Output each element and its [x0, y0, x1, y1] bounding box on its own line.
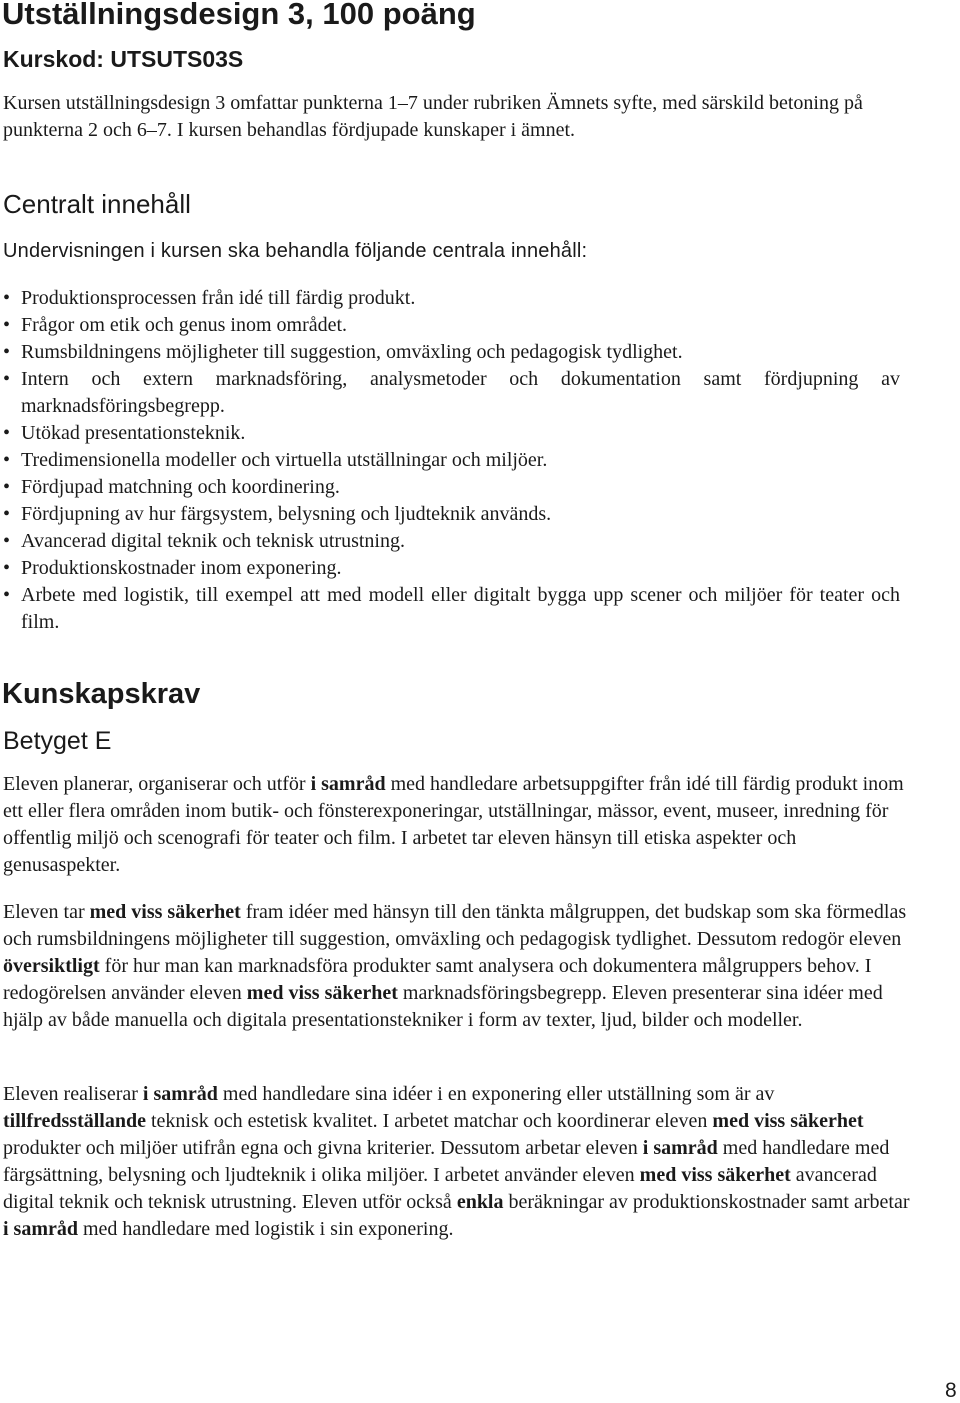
- emphasis-text: med viss säkerhet: [639, 1164, 791, 1186]
- list-item-text: Avancerad digital teknik och teknisk utrustning.: [21, 530, 405, 552]
- paragraph-text: med handledare sina idéer i en exponering eller utställning som är av: [217, 1083, 775, 1105]
- course-code: Kurskod: UTSUTS03S: [3, 46, 244, 72]
- paragraph-text: teknisk och estetisk kvalitet. I arbetet matchar och koordinerar eleven: [145, 1110, 713, 1132]
- requirement-paragraph: [3, 899, 918, 1034]
- central-content-lead: Undervisningen i kursen ska behandla följande centrala innehåll:: [3, 240, 588, 262]
- list-item: [0, 339, 900, 366]
- emphasis-text: översiktligt: [3, 955, 100, 977]
- paragraph-text: marknadsföringsbegrepp. Eleven presenterar sina idéer med hjälp av både manuella och digitala presentationstekniker i form av texter, ljud, bilder och modeller.: [3, 982, 883, 1031]
- paragraph-text: med handledare med färgsättning, belysning och ljudteknik i olika miljöer. I arbetet använder eleven: [3, 1137, 890, 1186]
- list-item-text: Arbete med logistik, till exempel att med modell eller digitalt bygga upp scener och miljöer för teater och film.: [21, 584, 900, 633]
- emphasis-text: med viss säkerhet: [89, 901, 241, 923]
- paragraph-text: fram idéer med hänsyn till den tänkta målgruppen, det budskap som ska förmedlas och rumsbildningens möjligheter till suggestion, omväxling och pedagogisk tydlighet. Dessutom redogör eleven: [3, 901, 907, 950]
- emphasis-text: i samråd: [3, 1218, 78, 1240]
- list-item-text: Produktionskostnader inom exponering.: [21, 557, 342, 579]
- emphasis-text: med viss säkerhet: [246, 982, 398, 1004]
- list-item-text: Produktionsprocessen från idé till färdig produkt.: [21, 287, 416, 309]
- paragraph-text: Eleven tar: [3, 901, 90, 923]
- grade-heading: Betyget E: [3, 727, 112, 755]
- course-intro: Kursen utställningsdesign 3 omfattar punkterna 1–7 under rubriken Ämnets syfte, med särskild betoning på punkterna 2 och 6–7. I kursen behandlas fördjupade kunskaper i ämnet.: [3, 92, 863, 141]
- emphasis-text: med viss säkerhet: [712, 1110, 864, 1132]
- requirement-paragraph: [3, 1081, 918, 1243]
- list-item: [0, 366, 900, 420]
- list-item-text: Rumsbildningens möjligheter till suggestion, omväxling och pedagogisk tydlighet.: [21, 341, 683, 363]
- knowledge-requirements-heading: Kunskapskrav: [2, 678, 201, 710]
- paragraph-text: med handledare med logistik i sin exponering.: [78, 1218, 454, 1240]
- list-item: [0, 501, 900, 528]
- list-item: [0, 420, 900, 447]
- list-item: [0, 285, 900, 312]
- paragraph-text: Eleven realiserar: [3, 1083, 143, 1105]
- emphasis-text: enkla: [456, 1191, 504, 1213]
- bullet-icon: •: [3, 287, 11, 309]
- page-number: 8: [945, 1379, 957, 1402]
- bullet-icon: •: [3, 584, 11, 606]
- emphasis-text: i samråd: [642, 1137, 718, 1159]
- paragraph-text: för hur man kan marknadsföra produkter samt analysera och dokumentera målgruppers behov. I redogörelsen använder eleven: [3, 955, 872, 1004]
- emphasis-text: tillfredsställande: [3, 1110, 146, 1132]
- list-item-text: Frågor om etik och genus inom området.: [21, 314, 348, 336]
- paragraph-text: produkter och miljöer utifrån egna och givna kriterier. Dessutom arbetar eleven: [3, 1137, 643, 1159]
- list-item: [0, 528, 900, 555]
- emphasis-text: i samråd: [142, 1083, 218, 1105]
- bullet-icon: •: [3, 314, 11, 336]
- bullet-icon: •: [3, 530, 11, 552]
- central-content-heading: Centralt innehåll: [3, 189, 191, 219]
- list-item-text: Tredimensionella modeller och virtuella utställningar och miljöer.: [21, 449, 548, 471]
- list-item-text: Fördjupning av hur färgsystem, belysning och ljudteknik används.: [21, 503, 552, 525]
- list-item-text: Utökad presentationsteknik.: [21, 422, 246, 444]
- list-item-text: Intern och extern marknadsföring, analysmetoder och dokumentation samt fördjupning av marknadsföringsbegrepp.: [21, 368, 900, 417]
- list-item: [0, 474, 900, 501]
- bullet-icon: •: [3, 476, 11, 498]
- bullet-icon: •: [3, 557, 11, 579]
- bullet-icon: •: [3, 368, 11, 390]
- bullet-icon: •: [3, 422, 11, 444]
- list-item: [0, 555, 900, 582]
- list-item: [0, 447, 900, 474]
- list-item-text: Fördjupad matchning och koordinering.: [21, 476, 340, 498]
- paragraph-text: Eleven planerar, organiserar och utför: [3, 773, 311, 795]
- paragraph-text: beräkningar av produktionskostnader samt arbetar: [503, 1191, 910, 1213]
- paragraph-text: med handledare arbetsuppgifter från idé till färdig produkt inom ett eller flera områden inom butik- och fönsterexponeringar, utställningar, mässor, event, museer, inredning för offentlig miljö och scenografi för teater och film. I arbetet tar eleven hänsyn till etiska aspekter och genusaspekter.: [3, 773, 904, 876]
- bullet-icon: •: [3, 503, 11, 525]
- central-content-list: [0, 285, 900, 636]
- requirement-paragraph: [3, 771, 918, 879]
- list-item: [0, 582, 900, 636]
- emphasis-text: i samråd: [310, 773, 386, 795]
- bullet-icon: •: [3, 449, 11, 471]
- bullet-icon: •: [3, 341, 11, 363]
- page-title: Utställningsdesign 3, 100 poäng: [2, 0, 476, 31]
- paragraph-text: avancerad digital teknik och teknisk utrustning. Eleven utför också: [3, 1164, 877, 1213]
- list-item: [0, 312, 900, 339]
